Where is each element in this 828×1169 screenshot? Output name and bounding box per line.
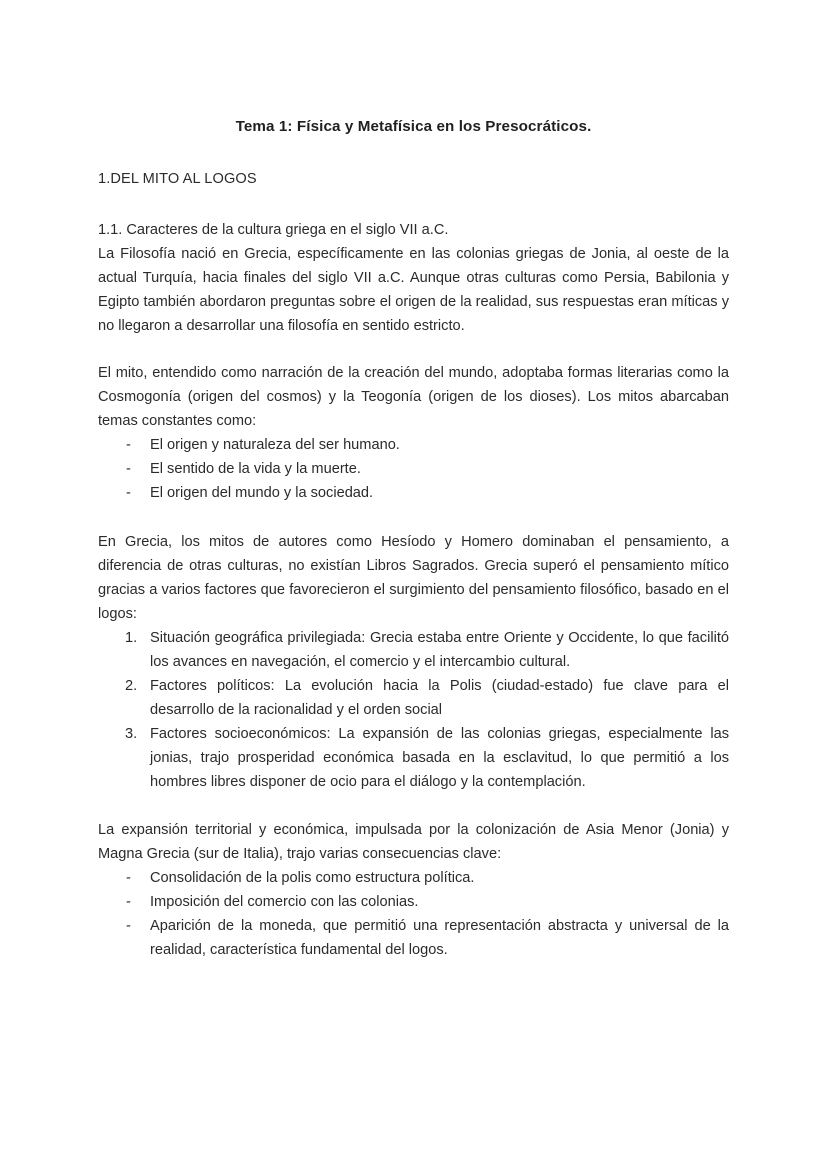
- dash-bullet-marker: -: [126, 461, 131, 477]
- list-factores: [98, 626, 729, 794]
- page-title: Tema 1: Física y Metafísica en los Presocráticos.: [235, 118, 592, 135]
- numbered-list-factores: [98, 626, 729, 794]
- paragraph-block-expansion: [98, 818, 729, 866]
- list-item: [98, 866, 729, 890]
- number-marker: 3.: [125, 726, 138, 742]
- list-consecuencias: [98, 866, 729, 962]
- dash-list-consecuencias: [98, 866, 729, 962]
- list-mito-temas: [98, 433, 729, 505]
- paragraph-block-filosofia: [98, 242, 729, 338]
- paragraph-en-grecia: En Grecia, los mitos de autores como Hesíodo y Homero dominaban el pensamiento, a diferencia de otras culturas, no existían Libros Sagrados. Grecia superó el pensamiento mítico gracias a varios factores que favorecieron el surgimiento del pensamiento filosófico, basado en el logos:: [98, 534, 729, 622]
- list-item-label: Factores socioeconómicos: La expansión de las colonias griegas, especialmente las jonias, trajo prosperidad económica basada en la esclavitud, lo que permitió a los hombres libres disponer de ocio para el diálogo y la contemplación.: [150, 726, 729, 790]
- list-item-label: El origen del mundo y la sociedad.: [150, 485, 374, 501]
- dash-bullet-marker: -: [126, 485, 131, 501]
- list-item: [98, 914, 729, 962]
- paragraph-filosofia-nacio: La Filosofía nació en Grecia, específicamente en las colonias griegas de Jonia, al oeste de la actual Turquía, hacia finales del siglo VII a.C. Aunque otras culturas como Persia, Babilonia y Egipto también abordaron preguntas sobre el origen de la realidad, sus respuestas eran míticas y no llegaron a desarrollar una filosofía en sentido estricto.: [98, 246, 729, 334]
- number-marker: 1.: [125, 630, 138, 646]
- paragraph-block-mito: [98, 361, 729, 433]
- dash-bullet-marker: -: [126, 437, 131, 453]
- list-item-label: Factores políticos: La evolución hacia la Polis (ciudad-estado) fue clave para el desarrollo de la racionalidad y el orden social: [150, 678, 729, 718]
- subsection-heading-block: [98, 218, 729, 242]
- list-item-label: El origen y naturaleza del ser humano.: [150, 437, 400, 453]
- dash-list-temas: [98, 433, 729, 505]
- list-item: [98, 626, 729, 674]
- list-item-label: Situación geográfica privilegiada: Grecia estaba entre Oriente y Occidente, lo que facilitó los avances en navegación, el comercio y el intercambio cultural.: [150, 630, 729, 670]
- dash-bullet-marker: -: [126, 894, 131, 910]
- list-item: [98, 890, 729, 914]
- list-item-label: Aparición de la moneda, que permitió una representación abstracta y universal de la realidad, característica fundamental del logos.: [150, 918, 729, 958]
- paragraph-la-expansion: La expansión territorial y económica, impulsada por la colonización de Asia Menor (Jonia) y Magna Grecia (sur de Italia), trajo varias consecuencias clave:: [98, 822, 729, 862]
- list-item-label: El sentido de la vida y la muerte.: [150, 461, 361, 477]
- number-marker: 2.: [125, 678, 138, 694]
- list-item: [98, 433, 729, 457]
- list-item: [98, 674, 729, 722]
- list-item-label: Consolidación de la polis como estructura política.: [150, 870, 475, 886]
- dash-bullet-marker: -: [126, 918, 131, 934]
- paragraph-el-mito: El mito, entendido como narración de la creación del mundo, adoptaba formas literarias como la Cosmogonía (origen del cosmos) y la Teogonía (origen de los dioses). Los mitos abarcaban temas constantes como:: [98, 365, 729, 429]
- section-heading-del-mito-al-logos: 1.DEL MITO AL LOGOS: [98, 171, 257, 187]
- list-item: [98, 481, 729, 505]
- list-item-label: Imposición del comercio con las colonias.: [150, 894, 419, 910]
- subsection-heading-caracteres: 1.1. Caracteres de la cultura griega en el siglo VII a.C.: [98, 222, 449, 238]
- paragraph-block-grecia: [98, 530, 729, 626]
- list-item: [98, 722, 729, 794]
- dash-bullet-marker: -: [126, 870, 131, 886]
- list-item: [98, 457, 729, 481]
